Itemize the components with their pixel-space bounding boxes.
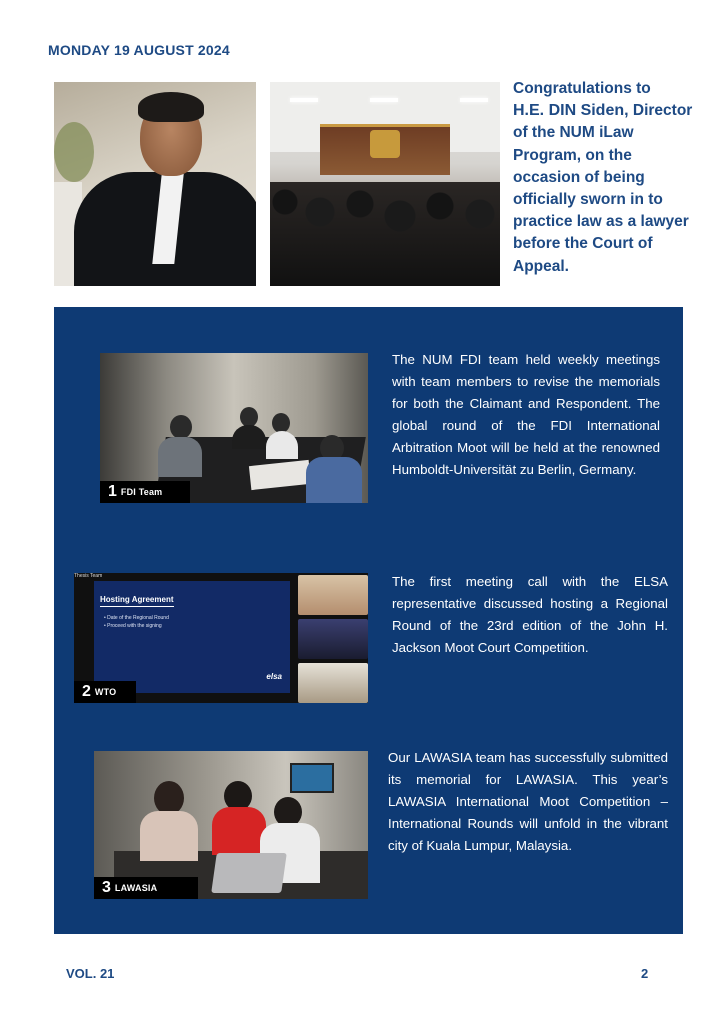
volume-label: VOL. 21 [66, 966, 115, 981]
congratulations-caption [513, 78, 693, 278]
window-title: Thesis Team [74, 573, 103, 579]
portrait-photo [54, 82, 256, 286]
item-2-label: WTO [94, 687, 117, 697]
wto-meeting-screenshot [74, 573, 368, 703]
item-3-number: 3 [102, 879, 111, 896]
participant-tile-1 [298, 575, 368, 615]
page-number: 2 [641, 966, 649, 981]
fdi-team-photo [100, 353, 368, 503]
presentation-slide [94, 581, 290, 693]
issue-date: MONDAY 19 AUGUST 2024 [48, 42, 230, 58]
item-2-text: The first meeting call with the ELSA representative discussed hosting a Regional Round of the 23rd edition of the John H. Jackson Moot Court Competition. [392, 574, 668, 655]
activities-panel [54, 307, 683, 934]
courtroom-photo [270, 82, 500, 286]
slide-bullet-2: • Proceed with the signing [104, 623, 162, 629]
item-3-badge [94, 877, 198, 899]
participant-tile-3 [298, 663, 368, 703]
lawasia-team-photo [94, 751, 368, 899]
item-1-number: 1 [108, 483, 117, 500]
slide-bullet-1: • Date of the Regional Round [104, 615, 169, 621]
item-1-badge [100, 481, 190, 503]
item-2-number: 2 [82, 683, 91, 700]
participant-tile-2 [298, 619, 368, 659]
elsa-logo: elsa [266, 672, 282, 681]
slide-title: Hosting Agreement [100, 595, 174, 607]
item-3-label: LAWASIA [114, 883, 158, 893]
item-1-text: The NUM FDI team held weekly meetings with team members to revise the memorials for both the Claimant and Respondent. The global round of the FDI International Arbitration Moot will be held at the renowned Humboldt-Universität zu Berlin, Germany. [392, 352, 660, 477]
item-1-label: FDI Team [120, 487, 163, 497]
item-3-text: Our LAWASIA team has successfully submitted its memorial for LAWASIA. This year’s LAWASIA International Moot Competition – International Rounds will unfold in the vibrant city of Kuala Lumpur, Malaysia. [388, 750, 668, 853]
caption-body: Director of the NUM iLaw Program, on the occasion of being officially sworn in to practice law as a lawyer before the Court of Appeal. [513, 102, 693, 275]
caption-name: H.E. DIN Siden, [513, 102, 629, 120]
caption-intro: Congratulations to [513, 80, 651, 97]
item-2-badge [74, 681, 136, 703]
